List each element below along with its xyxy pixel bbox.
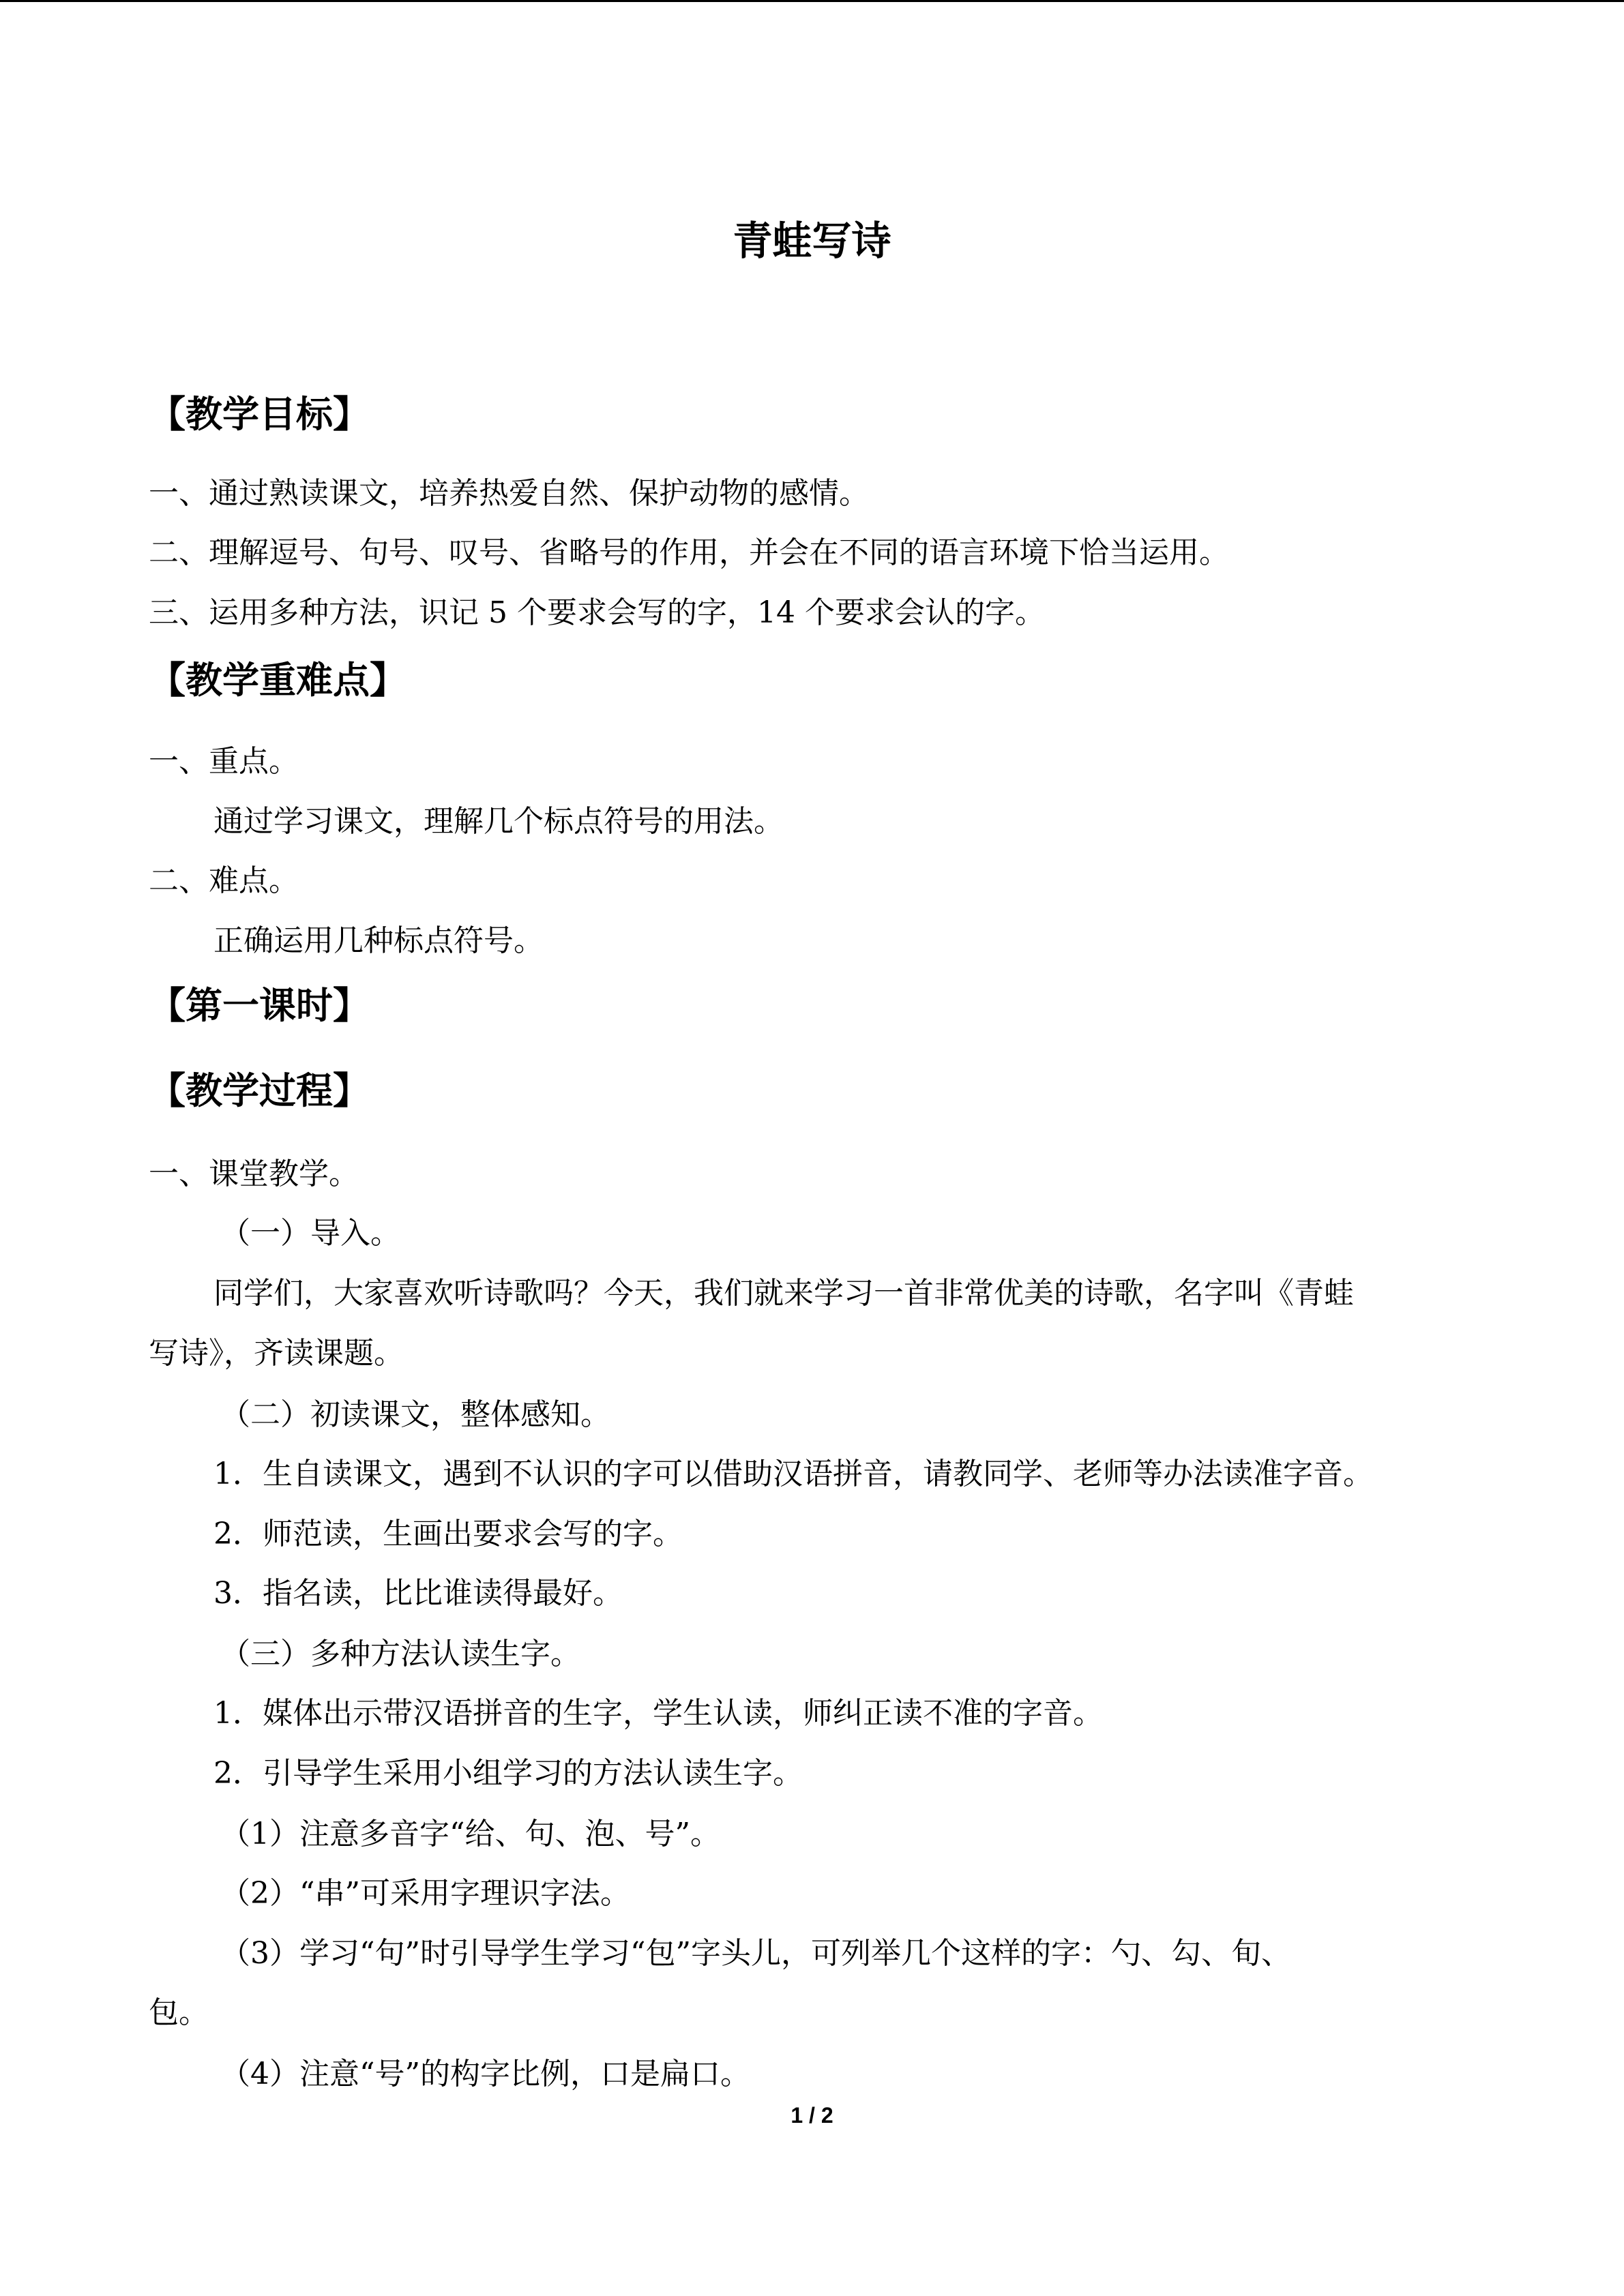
process-line: 2．师范读，生画出要求会写的字。: [213, 1517, 683, 1551]
objective-item: 二、理解逗号、句号、叹号、省略号的作用，并会在不同的语言环境下恰当运用。: [149, 535, 1229, 570]
top-border: [0, 0, 1624, 2]
page-title: 青蛙写诗: [733, 218, 891, 264]
objective-item: 三、运用多种方法，识记 5 个要求会写的字，14 个要求会认的字。: [149, 595, 1045, 630]
process-line: 3．指名读，比比谁读得最好。: [213, 1576, 623, 1611]
process-line: （二）初读课文，整体感知。: [220, 1397, 610, 1432]
section-heading-lesson-1: 【第一课时】: [149, 984, 370, 1027]
section-heading-process: 【教学过程】: [149, 1069, 370, 1112]
process-line: 写诗》，齐读课题。: [149, 1336, 404, 1371]
process-line: 一、课堂教学。: [149, 1157, 359, 1191]
process-line: （4）注意“号”的构字比例，口是扁口。: [220, 2057, 750, 2091]
process-line: （一）导入。: [220, 1216, 400, 1251]
process-line: （1）注意多音字“给、句、泡、号”。: [220, 1817, 720, 1851]
process-line: （2）“串”可采用字理识字法。: [220, 1876, 630, 1911]
process-line: （三）多种方法认读生字。: [220, 1637, 580, 1671]
section-heading-objectives: 【教学目标】: [149, 393, 370, 436]
key-point-line: 正确运用几种标点符号。: [213, 923, 544, 958]
process-line: 1．生自读课文，遇到不认识的字可以借助汉语拼音，请教同学、老师等办法读准字音。: [213, 1457, 1373, 1491]
page-indicator: 1 / 2: [791, 2103, 833, 2128]
section-heading-key-points: 【教学重难点】: [149, 659, 407, 702]
process-line: 1．媒体出示带汉语拼音的生字，学生认读，师纠正读不准的字音。: [213, 1696, 1103, 1731]
key-point-line: 二、难点。: [149, 863, 299, 898]
process-line: （3）学习“句”时引导学生学习“包”字头儿，可列举几个这样的字：勺、勾、旬、: [220, 1936, 1291, 1971]
objective-item: 一、通过熟读课文，培养热爱自然、保护动物的感情。: [149, 476, 869, 511]
process-line: 包。: [149, 1995, 209, 2030]
process-line: 同学们，大家喜欢听诗歌吗？今天，我们就来学习一首非常优美的诗歌，名字叫《青蛙: [213, 1276, 1354, 1311]
key-point-line: 通过学习课文，理解几个标点符号的用法。: [213, 804, 784, 839]
process-line: 2．引导学生采用小组学习的方法认读生字。: [213, 1756, 803, 1791]
key-point-line: 一、重点。: [149, 744, 299, 779]
